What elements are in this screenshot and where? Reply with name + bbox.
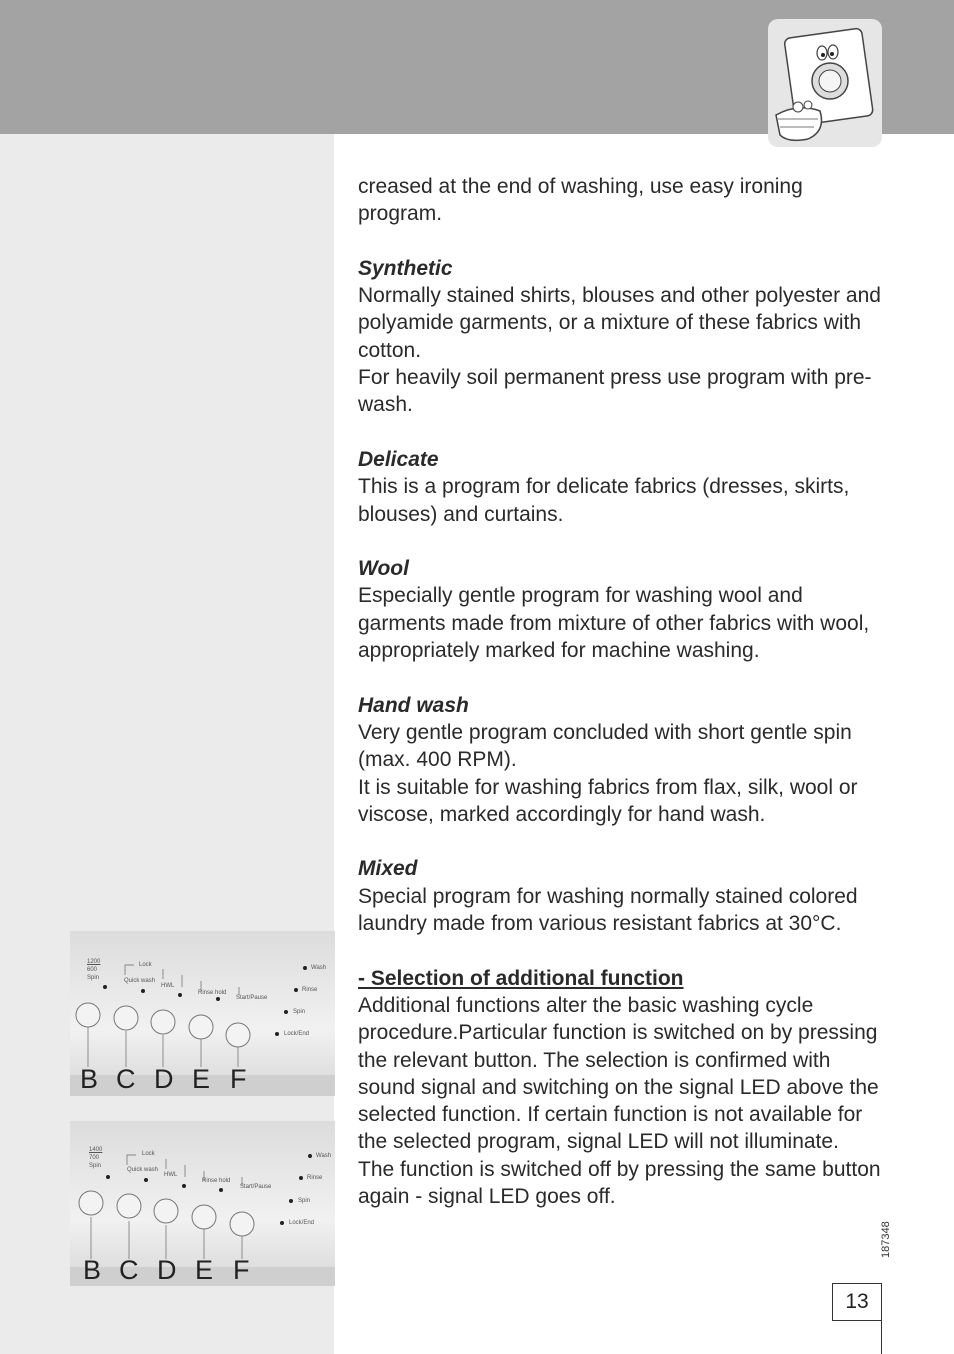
hwl-label: HWL xyxy=(161,983,175,989)
washing-machine-mascot-icon xyxy=(768,19,882,147)
program-descriptions xyxy=(358,173,888,1210)
wash-phase-label: Wash xyxy=(311,965,327,971)
lock-end-label: Lock/End xyxy=(289,1220,315,1226)
synthetic-title: Synthetic xyxy=(358,256,453,280)
handwash-title: Hand wash xyxy=(358,693,469,717)
additional-function-text-2: The function is switched off by pressing the same button again - signal LED goes off. xyxy=(358,1157,881,1208)
spin-speed-low: 700 xyxy=(89,1155,100,1161)
start-pause-label: Start/Pause xyxy=(236,995,268,1001)
additional-function-title: - Selection of additional function xyxy=(358,966,684,990)
button-letter-e: E xyxy=(195,1255,214,1285)
document-number: 187348 xyxy=(880,1221,892,1258)
button-letter-f: F xyxy=(230,1064,247,1094)
delicate-title: Delicate xyxy=(358,447,439,471)
button-letter-b: B xyxy=(80,1064,99,1094)
synthetic-text-2: For heavily soil permanent press use program with pre-wash. xyxy=(358,366,872,417)
handwash-text-1: Very gentle program concluded with short gentle spin (max. 400 RPM). xyxy=(358,720,852,772)
quick-wash-label: Quick wash xyxy=(127,1167,159,1173)
intro-text: creased at the end of washing, use easy ironing program. xyxy=(358,175,803,226)
spin-phase-label: Spin xyxy=(298,1198,311,1204)
start-pause-label: Start/Pause xyxy=(240,1184,272,1190)
page-number: 13 xyxy=(832,1283,882,1321)
lock-label: Lock xyxy=(139,962,152,968)
control-panel-illustration-2 xyxy=(70,1121,335,1286)
button-letter-b: B xyxy=(83,1255,102,1285)
spin-speed-high: 1400 xyxy=(89,1147,103,1153)
rinse-phase-label: Rinse xyxy=(307,1175,323,1181)
page-number-rule xyxy=(881,1320,882,1354)
additional-function-text-1: Additional functions alter the basic washing cycle procedure.Particular function is switched on by pressing the relevant button. The selection is confirmed with sound signal and switching on the signal LED above the selected function. If certain function is not available for the selected program, signal LED will not illuminate. xyxy=(358,993,879,1154)
spin-speed-low: 600 xyxy=(87,967,98,973)
button-letter-c: C xyxy=(116,1064,136,1094)
spin-label: Spin xyxy=(89,1163,102,1169)
button-letter-c: C xyxy=(119,1255,139,1285)
lock-label: Lock xyxy=(142,1151,155,1157)
spin-label: Spin xyxy=(87,975,100,981)
button-letter-d: D xyxy=(154,1064,174,1094)
spin-phase-label: Spin xyxy=(293,1009,306,1015)
rinse-hold-label: Rinse hold xyxy=(202,1178,231,1184)
delicate-text: This is a program for delicate fabrics (dresses, skirts, blouses) and curtains. xyxy=(358,475,850,526)
lock-end-label: Lock/End xyxy=(284,1031,310,1037)
rinse-hold-label: Rinse hold xyxy=(198,990,227,996)
button-letter-f: F xyxy=(233,1255,250,1285)
mixed-text: Special program for washing normally stained colored laundry made from various resistant fabrics at 30°C. xyxy=(358,884,858,936)
button-letter-d: D xyxy=(157,1255,177,1285)
rinse-phase-label: Rinse xyxy=(302,987,318,993)
hwl-label: HWL xyxy=(164,1172,178,1178)
wool-title: Wool xyxy=(358,557,409,581)
wool-text: Especially gentle program for washing wool and garments made from mixture of other fabrics with wool, appropriately marked for machine washing. xyxy=(358,584,870,663)
button-letter-e: E xyxy=(192,1064,211,1094)
handwash-text-2: It is suitable for washing fabrics from flax, silk, wool or viscose, marked accordingly for hand wash. xyxy=(358,775,858,826)
synthetic-text-1: Normally stained shirts, blouses and other polyester and polyamide garments, or a mixture of these fabrics with cotton. xyxy=(358,284,881,362)
quick-wash-label: Quick wash xyxy=(124,978,156,984)
spin-speed-high: 1200 xyxy=(87,959,101,965)
wash-phase-label: Wash xyxy=(316,1153,332,1159)
control-panel-illustration-1 xyxy=(70,931,335,1096)
mixed-title: Mixed xyxy=(358,857,418,881)
